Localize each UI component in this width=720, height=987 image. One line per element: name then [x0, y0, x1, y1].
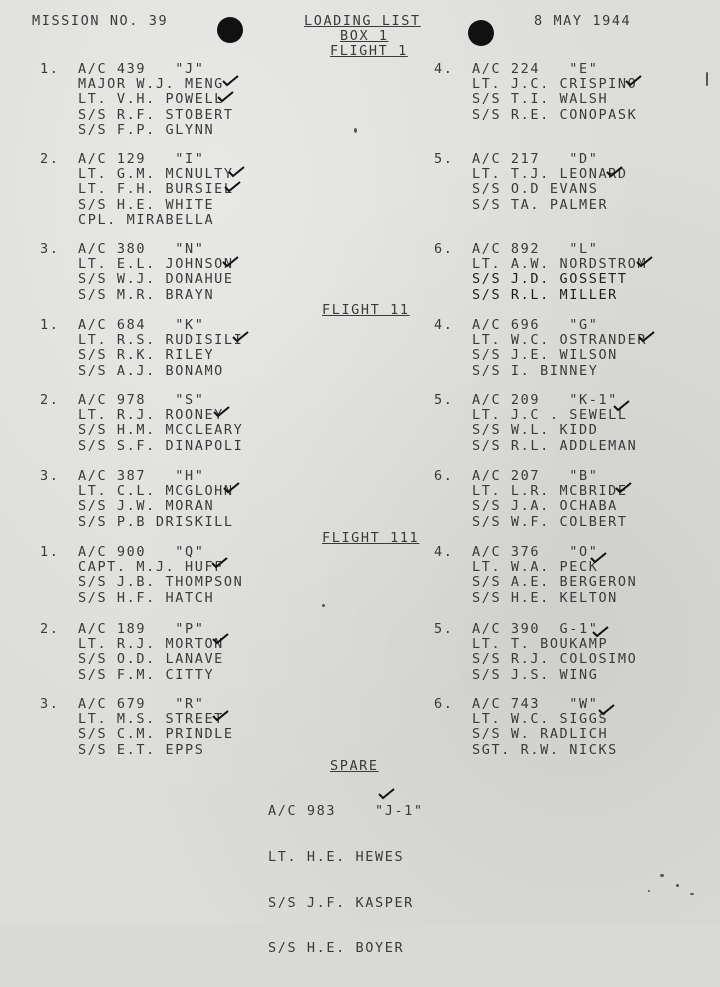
check-mark-icon — [212, 710, 230, 722]
crew-line: LT. J.C. CRISPINO — [472, 76, 638, 93]
aircraft-line: A/C 439 "J" — [78, 61, 205, 77]
aircraft-line: A/C 380 "N" — [78, 241, 205, 257]
spare-heading: SPARE — [330, 758, 379, 774]
crew-line: MAJOR W.J. MENG — [78, 76, 224, 93]
crew-line: S/S R.K. RILEY — [78, 347, 215, 364]
check-mark-icon — [590, 552, 608, 564]
aircraft-line: A/C 983 "J-1" — [268, 803, 424, 820]
entry-number: 2. — [40, 392, 60, 408]
crew-line: S/S J.W. MORAN — [78, 498, 215, 515]
crew-line: LT. W.C. SIGGS — [472, 711, 609, 728]
flight-heading: FLIGHT 1 — [330, 43, 408, 59]
check-mark-icon — [638, 331, 656, 343]
crew-line: LT. A.W. NORDSTROM — [472, 256, 648, 273]
scan-speck — [706, 72, 708, 86]
crew-line: S/S R.E. CONOPASK — [472, 106, 638, 123]
check-mark-icon — [217, 91, 235, 103]
crew-line: S/S R.L. ADDLEMAN — [472, 437, 638, 454]
mission-number: MISSION NO. 39 — [32, 13, 169, 29]
check-mark-icon — [378, 788, 396, 800]
crew-line: S/S P.B DRISKILL — [78, 513, 234, 530]
document-title: LOADING LIST — [304, 13, 421, 29]
crew-line: S/S J.D. GOSSETT — [472, 271, 628, 288]
scan-speck — [660, 874, 664, 877]
punch-hole-right — [468, 20, 494, 46]
check-mark-icon — [228, 166, 246, 178]
check-mark-icon — [224, 181, 242, 193]
check-mark-icon — [222, 256, 240, 268]
document-date: 8 MAY 1944 — [534, 13, 632, 29]
check-mark-icon — [613, 400, 631, 412]
aircraft-line: A/C 209 "K-1" — [472, 392, 618, 408]
crew-line: LT. R.J. ROONEY — [78, 407, 224, 424]
punch-hole-left — [217, 17, 243, 43]
check-mark-icon — [606, 166, 624, 178]
crew-line: S/S T.I. WALSH — [472, 91, 609, 108]
crew-line: LT. L.R. MCBRIDE — [472, 483, 628, 500]
crew-line: LT. J.C . SEWELL — [472, 407, 628, 424]
crew-line: S/S W.J. DONAHUE — [78, 271, 234, 288]
aircraft-line: A/C 679 "R" — [78, 696, 205, 712]
entry-number: 6. — [434, 468, 454, 484]
entry-number: 1. — [40, 61, 60, 77]
crew-line: LT. W.C. OSTRANDER — [472, 332, 648, 349]
crew-line: S/S O.D EVANS — [472, 181, 599, 198]
crew-line: S/S S.F. DINAPOLI — [78, 437, 244, 454]
check-mark-icon — [222, 75, 240, 87]
check-mark-icon — [213, 406, 231, 418]
flight-heading: FLIGHT 11 — [322, 302, 410, 318]
entry-number: 4. — [434, 61, 454, 77]
entry-number: 4. — [434, 317, 454, 333]
entry-number: 2. — [40, 151, 60, 167]
crew-line: S/S J.E. WILSON — [472, 347, 618, 364]
aircraft-line: A/C 129 "I" — [78, 151, 205, 167]
crew-line: S/S W.F. COLBERT — [472, 513, 628, 530]
aircraft-line: A/C 387 "H" — [78, 468, 205, 484]
crew-line: S/S I. BINNEY — [472, 362, 599, 379]
check-mark-icon — [592, 626, 610, 638]
crew-line: S/S F.M. CITTY — [78, 666, 215, 683]
aircraft-line: A/C 696 "G" — [472, 317, 599, 333]
crew-line: S/S H.E. KELTON — [472, 589, 618, 606]
scan-speck — [322, 604, 325, 607]
entry-number: 3. — [40, 468, 60, 484]
entry-number: 6. — [434, 241, 454, 257]
aircraft-line: A/C 892 "L" — [472, 241, 599, 257]
crew-line: S/S J.F. KASPER — [268, 894, 414, 911]
crew-line: S/S R.F. STOBERT — [78, 106, 234, 123]
crew-line: S/S H.E. BOYER — [268, 940, 405, 957]
scan-speck — [354, 128, 357, 133]
crew-line: S/S A.E. BERGERON — [472, 574, 638, 591]
check-mark-icon — [625, 75, 643, 87]
crew-line: S/S W. RADLICH — [472, 726, 609, 743]
box-label: BOX 1 — [340, 28, 389, 44]
crew-line: S/S M.R. BRAYN — [78, 286, 215, 303]
spare-entry — [268, 774, 424, 987]
aircraft-line: A/C 207 "B" — [472, 468, 599, 484]
aircraft-line: A/C 900 "Q" — [78, 544, 205, 560]
scan-speck — [648, 890, 650, 892]
crew-line: SGT. R.W. NICKS — [472, 741, 618, 758]
aircraft-line: A/C 684 "K" — [78, 317, 205, 333]
crew-line: LT. F.H. BURSIEL — [78, 181, 234, 198]
check-mark-icon — [598, 704, 616, 716]
crew-line: LT. W.A. PECK — [472, 559, 599, 576]
scan-speck — [690, 893, 694, 895]
entry-number: 3. — [40, 241, 60, 257]
entry-number: 3. — [40, 696, 60, 712]
aircraft-line: A/C 189 "P" — [78, 621, 205, 637]
crew-line: S/S C.M. PRINDLE — [78, 726, 234, 743]
crew-line: S/S TA. PALMER — [472, 196, 609, 213]
entry-number: 2. — [40, 621, 60, 637]
crew-line: LT. V.H. POWELL — [78, 91, 224, 108]
check-mark-icon — [232, 331, 250, 343]
crew-line: LT. R.S. RUDISILI — [78, 332, 244, 349]
crew-line: S/S H.M. MCCLEARY — [78, 422, 244, 439]
crew-line: S/S H.F. HATCH — [78, 589, 215, 606]
entry-number: 5. — [434, 621, 454, 637]
crew-line: LT. C.L. MCGLOHN — [78, 483, 234, 500]
crew-line: LT. G.M. MCNULTY — [78, 166, 234, 183]
entry-number: 1. — [40, 317, 60, 333]
aircraft-line: A/C 217 "D" — [472, 151, 599, 167]
crew-line: CPL. MIRABELLA — [78, 211, 215, 228]
crew-line: LT. T.J. LEONARD — [472, 166, 628, 183]
crew-line: S/S R.L. MILLER — [472, 286, 618, 303]
crew-line: S/S O.D. LANAVE — [78, 651, 224, 668]
check-mark-icon — [636, 256, 654, 268]
check-mark-icon — [211, 557, 229, 569]
crew-line: LT. H.E. HEWES — [268, 849, 405, 866]
crew-line: S/S H.E. WHITE — [78, 196, 215, 213]
crew-line: LT. E.L. JOHNSON — [78, 256, 234, 273]
aircraft-line: A/C 224 "E" — [472, 61, 599, 77]
crew-line: S/S W.L. KIDD — [472, 422, 599, 439]
crew-line: LT. M.S. STREET — [78, 711, 224, 728]
entry-number: 4. — [434, 544, 454, 560]
crew-line: S/S R.J. COLOSIMO — [472, 651, 638, 668]
scan-speck — [676, 884, 679, 887]
crew-line: S/S J.S. WING — [472, 666, 599, 683]
crew-line: CAPT. M.J. HUFF — [78, 559, 224, 576]
check-mark-icon — [212, 633, 230, 645]
aircraft-line: A/C 376 "O" — [472, 544, 599, 560]
check-mark-icon — [615, 482, 633, 494]
crew-line: S/S J.B. THOMPSON — [78, 574, 244, 591]
entry-number: 1. — [40, 544, 60, 560]
aircraft-line: A/C 743 "W" — [472, 696, 599, 712]
crew-line: S/S A.J. BONAMO — [78, 362, 224, 379]
entry-number: 6. — [434, 696, 454, 712]
crew-line: LT. T. BOUKAMP — [472, 636, 609, 653]
aircraft-line: A/C 390 G-1" — [472, 621, 599, 637]
crew-line: LT. R.J. MORTON — [78, 636, 224, 653]
crew-line: S/S J.A. OCHABA — [472, 498, 618, 515]
entry-number: 5. — [434, 151, 454, 167]
flight-heading: FLIGHT 111 — [322, 530, 420, 546]
aircraft-line: A/C 978 "S" — [78, 392, 205, 408]
crew-line: S/S E.T. EPPS — [78, 741, 205, 758]
crew-line: S/S F.P. GLYNN — [78, 121, 215, 138]
check-mark-icon — [223, 482, 241, 494]
entry-number: 5. — [434, 392, 454, 408]
